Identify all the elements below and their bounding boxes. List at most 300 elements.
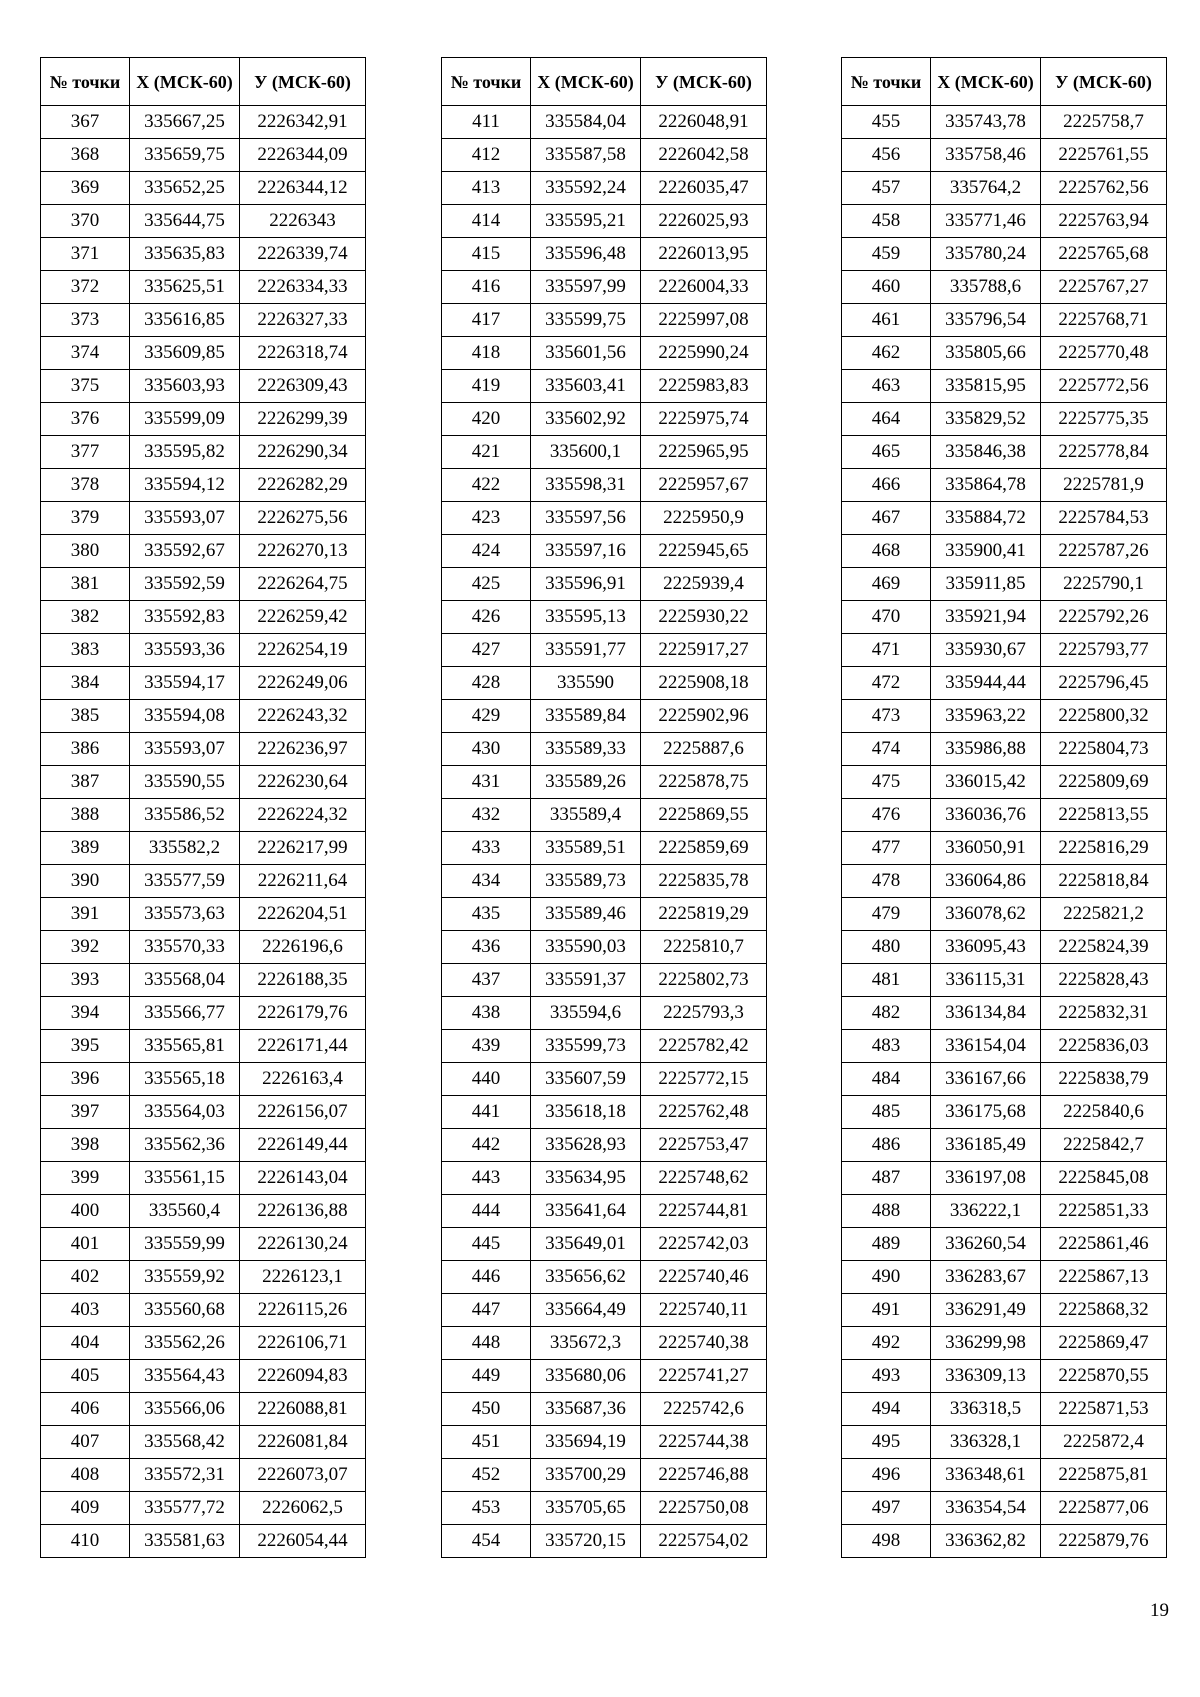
point-number-cell: 391 [41,898,130,931]
y-coordinate-cell: 2226254,19 [240,634,366,667]
x-coordinate-cell: 335560,4 [130,1195,240,1228]
y-coordinate-cell: 2225742,03 [641,1228,767,1261]
table-row [41,799,366,832]
point-number-cell: 491 [842,1294,931,1327]
point-number-cell: 416 [442,271,531,304]
x-coordinate-cell: 335986,88 [931,733,1041,766]
y-coordinate-cell: 2225828,43 [1041,964,1167,997]
x-coordinate-cell: 335595,82 [130,436,240,469]
table-row [442,271,767,304]
x-coordinate-cell: 335593,36 [130,634,240,667]
y-coordinate-cell: 2226224,32 [240,799,366,832]
x-coordinate-cell: 335618,18 [531,1096,641,1129]
x-coordinate-cell: 335559,92 [130,1261,240,1294]
table-row [442,1228,767,1261]
table-row [41,1525,366,1558]
point-number-cell: 420 [442,403,531,436]
table-row [842,139,1167,172]
y-coordinate-cell: 2225750,08 [641,1492,767,1525]
point-number-cell: 441 [442,1096,531,1129]
header-point-number: № точки [442,58,531,106]
x-coordinate-cell: 335944,44 [931,667,1041,700]
point-number-cell: 457 [842,172,931,205]
y-coordinate-cell: 2226062,5 [240,1492,366,1525]
x-coordinate-cell: 335700,29 [531,1459,641,1492]
table-row [842,337,1167,370]
y-coordinate-cell: 2226073,07 [240,1459,366,1492]
y-coordinate-cell: 2225754,02 [641,1525,767,1558]
x-coordinate-cell: 335743,78 [931,106,1041,139]
point-number-cell: 467 [842,502,931,535]
x-coordinate-cell: 335864,78 [931,469,1041,502]
table-row [41,700,366,733]
point-number-cell: 486 [842,1129,931,1162]
table-row [842,1129,1167,1162]
x-coordinate-cell: 335564,43 [130,1360,240,1393]
point-number-cell: 472 [842,667,931,700]
point-number-cell: 429 [442,700,531,733]
y-coordinate-cell: 2225871,53 [1041,1393,1167,1426]
table-row [842,799,1167,832]
header-point-number: № точки [842,58,931,106]
table-header-row [842,58,1167,106]
table-header-row [442,58,767,106]
y-coordinate-cell: 2225877,06 [1041,1492,1167,1525]
point-number-cell: 485 [842,1096,931,1129]
y-coordinate-cell: 2225762,56 [1041,172,1167,205]
x-coordinate-cell: 335565,81 [130,1030,240,1063]
y-coordinate-cell: 2225983,83 [641,370,767,403]
x-coordinate-cell: 335764,2 [931,172,1041,205]
point-number-cell: 497 [842,1492,931,1525]
table-row [442,139,767,172]
y-coordinate-cell: 2225875,81 [1041,1459,1167,1492]
table-row [41,238,366,271]
table-row [41,931,366,964]
point-number-cell: 400 [41,1195,130,1228]
x-coordinate-cell: 335582,2 [130,832,240,865]
point-number-cell: 422 [442,469,531,502]
x-coordinate-cell: 335589,33 [531,733,641,766]
y-coordinate-cell: 2225965,95 [641,436,767,469]
x-coordinate-cell: 335694,19 [531,1426,641,1459]
table-row [842,1294,1167,1327]
x-coordinate-cell: 336154,04 [931,1030,1041,1063]
point-number-cell: 418 [442,337,531,370]
y-coordinate-cell: 2226130,24 [240,1228,366,1261]
point-number-cell: 396 [41,1063,130,1096]
table-row [442,1261,767,1294]
table-row [842,1162,1167,1195]
table-row [41,1162,366,1195]
y-coordinate-cell: 2225957,67 [641,469,767,502]
x-coordinate-cell: 335771,46 [931,205,1041,238]
x-coordinate-cell: 335594,12 [130,469,240,502]
header-x-coordinate: X (МСК-60) [931,58,1041,106]
y-coordinate-cell: 2225838,79 [1041,1063,1167,1096]
y-coordinate-cell: 2226088,81 [240,1393,366,1426]
table-row [442,964,767,997]
table-row [442,766,767,799]
point-number-cell: 431 [442,766,531,799]
table-row [41,865,366,898]
y-coordinate-cell: 2225832,31 [1041,997,1167,1030]
y-coordinate-cell: 2226344,12 [240,172,366,205]
x-coordinate-cell: 335921,94 [931,601,1041,634]
header-y-coordinate: У (МСК-60) [240,58,366,106]
table-row [41,535,366,568]
y-coordinate-cell: 2226327,33 [240,304,366,337]
table-row [41,1030,366,1063]
x-coordinate-cell: 335573,63 [130,898,240,931]
table-row [842,1525,1167,1558]
x-coordinate-cell: 335829,52 [931,403,1041,436]
y-coordinate-cell: 2226259,42 [240,601,366,634]
point-number-cell: 371 [41,238,130,271]
point-number-cell: 445 [442,1228,531,1261]
x-coordinate-cell: 336283,67 [931,1261,1041,1294]
y-coordinate-cell: 2225917,27 [641,634,767,667]
y-coordinate-cell: 2225879,76 [1041,1525,1167,1558]
table-row [41,733,366,766]
point-number-cell: 448 [442,1327,531,1360]
y-coordinate-cell: 2226048,91 [641,106,767,139]
y-coordinate-cell: 2226179,76 [240,997,366,1030]
y-coordinate-cell: 2225782,42 [641,1030,767,1063]
y-coordinate-cell: 2225748,62 [641,1162,767,1195]
table-header-row [41,58,366,106]
y-coordinate-cell: 2226264,75 [240,568,366,601]
y-coordinate-cell: 2226143,04 [240,1162,366,1195]
y-coordinate-cell: 2226230,64 [240,766,366,799]
y-coordinate-cell: 2225819,29 [641,898,767,931]
x-coordinate-cell: 336291,49 [931,1294,1041,1327]
x-coordinate-cell: 335930,67 [931,634,1041,667]
y-coordinate-cell: 2225867,13 [1041,1261,1167,1294]
x-coordinate-cell: 336185,49 [931,1129,1041,1162]
y-coordinate-cell: 2225802,73 [641,964,767,997]
y-coordinate-cell: 2225908,18 [641,667,767,700]
point-number-cell: 496 [842,1459,931,1492]
table-row [842,931,1167,964]
table-row [41,568,366,601]
x-coordinate-cell: 336134,84 [931,997,1041,1030]
table-row [41,139,366,172]
y-coordinate-cell: 2226211,64 [240,865,366,898]
point-number-cell: 444 [442,1195,531,1228]
x-coordinate-cell: 336015,42 [931,766,1041,799]
point-number-cell: 473 [842,700,931,733]
y-coordinate-cell: 2226025,93 [641,205,767,238]
x-coordinate-cell: 335592,67 [130,535,240,568]
x-coordinate-cell: 335641,64 [531,1195,641,1228]
y-coordinate-cell: 2225787,26 [1041,535,1167,568]
x-coordinate-cell: 335586,52 [130,799,240,832]
x-coordinate-cell: 335628,93 [531,1129,641,1162]
table-row [442,799,767,832]
y-coordinate-cell: 2225842,7 [1041,1129,1167,1162]
x-coordinate-cell: 335589,84 [531,700,641,733]
table-row [842,106,1167,139]
y-coordinate-cell: 2226171,44 [240,1030,366,1063]
point-number-cell: 397 [41,1096,130,1129]
y-coordinate-cell: 2225930,22 [641,601,767,634]
table-row [41,1063,366,1096]
table-row [842,1261,1167,1294]
point-number-cell: 451 [442,1426,531,1459]
y-coordinate-cell: 2226342,91 [240,106,366,139]
y-coordinate-cell: 2225793,3 [641,997,767,1030]
table-row [442,535,767,568]
point-number-cell: 437 [442,964,531,997]
y-coordinate-cell: 2225868,32 [1041,1294,1167,1327]
table-row [41,997,366,1030]
y-coordinate-cell: 2226004,33 [641,271,767,304]
x-coordinate-cell: 335577,59 [130,865,240,898]
point-number-cell: 384 [41,667,130,700]
point-number-cell: 428 [442,667,531,700]
x-coordinate-cell: 335963,22 [931,700,1041,733]
point-number-cell: 471 [842,634,931,667]
x-coordinate-cell: 335649,01 [531,1228,641,1261]
point-number-cell: 427 [442,634,531,667]
point-number-cell: 470 [842,601,931,634]
y-coordinate-cell: 2226163,4 [240,1063,366,1096]
table-row [842,700,1167,733]
x-coordinate-cell: 335758,46 [931,139,1041,172]
point-number-cell: 435 [442,898,531,931]
point-number-cell: 493 [842,1360,931,1393]
y-coordinate-cell: 2225778,84 [1041,436,1167,469]
y-coordinate-cell: 2225758,7 [1041,106,1167,139]
x-coordinate-cell: 335634,95 [531,1162,641,1195]
header-y-coordinate: У (МСК-60) [1041,58,1167,106]
table-row [442,997,767,1030]
y-coordinate-cell: 2226249,06 [240,667,366,700]
point-number-cell: 476 [842,799,931,832]
y-coordinate-cell: 2225775,35 [1041,403,1167,436]
point-number-cell: 373 [41,304,130,337]
x-coordinate-cell: 335566,06 [130,1393,240,1426]
x-coordinate-cell: 335667,25 [130,106,240,139]
point-number-cell: 414 [442,205,531,238]
table-row [442,1327,767,1360]
y-coordinate-cell: 2226334,33 [240,271,366,304]
y-coordinate-cell: 2225746,88 [641,1459,767,1492]
x-coordinate-cell: 335589,4 [531,799,641,832]
table-row [41,1294,366,1327]
point-number-cell: 406 [41,1393,130,1426]
y-coordinate-cell: 2226054,44 [240,1525,366,1558]
point-number-cell: 369 [41,172,130,205]
point-number-cell: 426 [442,601,531,634]
table-row [442,370,767,403]
page-number: 19 [1150,1600,1169,1621]
table-row [442,469,767,502]
y-coordinate-cell: 2225845,08 [1041,1162,1167,1195]
x-coordinate-cell: 335589,46 [531,898,641,931]
point-number-cell: 462 [842,337,931,370]
table-row [442,1030,767,1063]
table-row [842,238,1167,271]
y-coordinate-cell: 2225859,69 [641,832,767,865]
point-number-cell: 409 [41,1492,130,1525]
point-number-cell: 449 [442,1360,531,1393]
table-row [842,898,1167,931]
point-number-cell: 412 [442,139,531,172]
x-coordinate-cell: 335594,17 [130,667,240,700]
point-number-cell: 408 [41,1459,130,1492]
y-coordinate-cell: 2226204,51 [240,898,366,931]
point-number-cell: 432 [442,799,531,832]
x-coordinate-cell: 336318,5 [931,1393,1041,1426]
point-number-cell: 388 [41,799,130,832]
point-number-cell: 403 [41,1294,130,1327]
point-number-cell: 484 [842,1063,931,1096]
point-number-cell: 390 [41,865,130,898]
point-number-cell: 490 [842,1261,931,1294]
x-coordinate-cell: 335593,07 [130,733,240,766]
y-coordinate-cell: 2226282,29 [240,469,366,502]
table-row [41,1228,366,1261]
y-coordinate-cell: 2225765,68 [1041,238,1167,271]
x-coordinate-cell: 335589,26 [531,766,641,799]
table-row [41,766,366,799]
table-row [41,403,366,436]
table-row [41,436,366,469]
x-coordinate-cell: 336362,82 [931,1525,1041,1558]
y-coordinate-cell: 2226081,84 [240,1426,366,1459]
x-coordinate-cell: 335587,58 [531,139,641,172]
y-coordinate-cell: 2226318,74 [240,337,366,370]
y-coordinate-cell: 2226106,71 [240,1327,366,1360]
table-row [442,403,767,436]
y-coordinate-cell: 2226299,39 [240,403,366,436]
point-number-cell: 464 [842,403,931,436]
point-number-cell: 401 [41,1228,130,1261]
coordinates-table-2 [441,57,767,1558]
table-row [41,370,366,403]
x-coordinate-cell: 335591,77 [531,634,641,667]
x-coordinate-cell: 335592,83 [130,601,240,634]
table-row [842,502,1167,535]
point-number-cell: 423 [442,502,531,535]
table-row [842,205,1167,238]
point-number-cell: 468 [842,535,931,568]
point-number-cell: 424 [442,535,531,568]
point-number-cell: 367 [41,106,130,139]
x-coordinate-cell: 335652,25 [130,172,240,205]
point-number-cell: 402 [41,1261,130,1294]
table-row [842,1360,1167,1393]
x-coordinate-cell: 335599,09 [130,403,240,436]
table-row [41,1327,366,1360]
x-coordinate-cell: 335846,38 [931,436,1041,469]
y-coordinate-cell: 2225818,84 [1041,865,1167,898]
x-coordinate-cell: 335597,16 [531,535,641,568]
x-coordinate-cell: 336036,76 [931,799,1041,832]
y-coordinate-cell: 2226270,13 [240,535,366,568]
y-coordinate-cell: 2225772,56 [1041,370,1167,403]
point-number-cell: 398 [41,1129,130,1162]
point-number-cell: 460 [842,271,931,304]
table-row [442,1162,767,1195]
y-coordinate-cell: 2225809,69 [1041,766,1167,799]
point-number-cell: 461 [842,304,931,337]
point-number-cell: 450 [442,1393,531,1426]
x-coordinate-cell: 335595,21 [531,205,641,238]
y-coordinate-cell: 2225792,26 [1041,601,1167,634]
table-row [442,1129,767,1162]
table-row [442,634,767,667]
table-row [842,1492,1167,1525]
table-row [442,1492,767,1525]
x-coordinate-cell: 335584,04 [531,106,641,139]
point-number-cell: 474 [842,733,931,766]
point-number-cell: 443 [442,1162,531,1195]
x-coordinate-cell: 336115,31 [931,964,1041,997]
point-number-cell: 372 [41,271,130,304]
point-number-cell: 463 [842,370,931,403]
y-coordinate-cell: 2226156,07 [240,1096,366,1129]
x-coordinate-cell: 335577,72 [130,1492,240,1525]
y-coordinate-cell: 2225851,33 [1041,1195,1167,1228]
table-row [442,304,767,337]
point-number-cell: 383 [41,634,130,667]
table-row [442,898,767,931]
y-coordinate-cell: 2225796,45 [1041,667,1167,700]
table-row [842,865,1167,898]
table-row [41,304,366,337]
table-row [41,1459,366,1492]
table-row [442,1426,767,1459]
y-coordinate-cell: 2225790,1 [1041,568,1167,601]
x-coordinate-cell: 335600,1 [531,436,641,469]
x-coordinate-cell: 335884,72 [931,502,1041,535]
y-coordinate-cell: 2225784,53 [1041,502,1167,535]
x-coordinate-cell: 336167,66 [931,1063,1041,1096]
point-number-cell: 377 [41,436,130,469]
point-number-cell: 487 [842,1162,931,1195]
y-coordinate-cell: 2225870,55 [1041,1360,1167,1393]
x-coordinate-cell: 336050,91 [931,832,1041,865]
table-row [442,1525,767,1558]
table-row [41,1096,366,1129]
table-row [842,370,1167,403]
point-number-cell: 404 [41,1327,130,1360]
point-number-cell: 385 [41,700,130,733]
point-number-cell: 458 [842,205,931,238]
table-row [41,601,366,634]
table-row [842,1459,1167,1492]
x-coordinate-cell: 335594,08 [130,700,240,733]
x-coordinate-cell: 335589,73 [531,865,641,898]
point-number-cell: 368 [41,139,130,172]
point-number-cell: 380 [41,535,130,568]
table-row [442,700,767,733]
table-row [842,535,1167,568]
y-coordinate-cell: 2225872,4 [1041,1426,1167,1459]
table-row [41,1492,366,1525]
point-number-cell: 465 [842,436,931,469]
y-coordinate-cell: 2226123,1 [240,1261,366,1294]
table-row [442,667,767,700]
header-x-coordinate: X (МСК-60) [130,58,240,106]
x-coordinate-cell: 335591,37 [531,964,641,997]
point-number-cell: 399 [41,1162,130,1195]
point-number-cell: 395 [41,1030,130,1063]
y-coordinate-cell: 2226149,44 [240,1129,366,1162]
